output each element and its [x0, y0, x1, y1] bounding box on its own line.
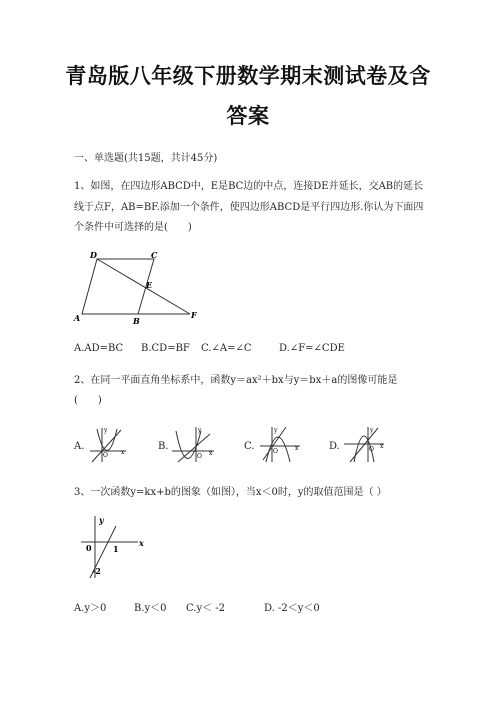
q2-option-d-letter[interactable]: D.	[329, 441, 340, 452]
q2-option-c-letter[interactable]: C.	[244, 441, 255, 452]
q3-option-b[interactable]: B.y＜0	[134, 603, 167, 614]
q1-text-line-3: 个条件中可选择的是( )	[74, 222, 192, 233]
q2-graph-c	[258, 424, 304, 464]
q1-text-line-2: 线于点F，AB=BF.添加一个条件，使四边形ABCD是平行四边形.你认为下面四	[74, 202, 424, 213]
q3-figure-linear-function	[80, 512, 150, 580]
label-x: x	[139, 538, 144, 548]
label-f: F	[191, 310, 197, 320]
q2-graph-b	[170, 424, 218, 464]
q1-option-d[interactable]: D.∠F=∠CDE	[279, 343, 345, 354]
y-axis-label: y	[370, 427, 374, 434]
section-heading: 一、单选题(共15题，共计45分)	[74, 153, 218, 164]
label-c: C	[151, 250, 158, 260]
label-zero: 0	[86, 543, 92, 553]
q2-option-b-letter[interactable]: B.	[158, 441, 169, 452]
q3-option-a[interactable]: A.y＞0	[74, 603, 107, 614]
label-b: B	[133, 316, 140, 326]
segment-df	[97, 259, 190, 314]
q3-options	[74, 602, 320, 615]
q1-text-line-1: 1、如图，在四边形ABCD中，E是BC边的中点，连接DE并延长，交AB的延长	[74, 181, 424, 192]
label-a: A	[74, 313, 81, 323]
q3-option-d[interactable]: D. -2＜y＜0	[264, 603, 320, 614]
label-e: E	[146, 280, 153, 290]
x-axis-label: x	[380, 443, 384, 450]
origin-label: O	[369, 446, 374, 453]
q2-text-line-1: 2、在同一平面直角坐标系中，函数y＝ax²＋bx与y＝bx＋a的图像可能是	[74, 375, 398, 386]
q2-graph-a	[88, 424, 130, 464]
q3-option-c[interactable]: C.y＜ -2	[186, 603, 226, 614]
q1-option-a[interactable]: A.AD=BC	[74, 343, 124, 354]
x-axis-label: x	[295, 445, 299, 452]
y-axis-label: y	[104, 427, 108, 434]
y-axis-label: y	[274, 427, 278, 434]
label-one: 1	[113, 544, 119, 554]
x-axis-label: x	[209, 450, 213, 457]
label-y: y	[99, 515, 104, 525]
q2-option-a-letter[interactable]: A.	[74, 441, 85, 452]
q1-options	[74, 342, 345, 355]
q3-text-line-1: 3、一次函数y=kx+b的图象（如图），当x＜0时，y的取值范围是（ ）	[74, 487, 387, 498]
origin-label: O	[103, 452, 108, 459]
q1-figure-quadrilateral	[72, 248, 212, 330]
q1-option-c[interactable]: C.∠A=∠C	[201, 343, 252, 354]
q2-graph-d	[342, 424, 388, 464]
x-axis-label: x	[121, 449, 125, 456]
origin-label: O	[197, 453, 202, 460]
origin-label: O	[273, 448, 278, 455]
label-d: D	[90, 250, 97, 260]
document-title-line-1: 青岛版八年级下册数学期末测试卷及含	[65, 64, 431, 88]
q2-text-line-2: ( )	[74, 395, 102, 406]
q1-option-b[interactable]: B.CD=BF	[141, 343, 190, 354]
document-title-line-2: 答案	[226, 104, 270, 128]
label-neg-two: -2	[92, 566, 101, 576]
y-axis-label: y	[198, 427, 202, 434]
